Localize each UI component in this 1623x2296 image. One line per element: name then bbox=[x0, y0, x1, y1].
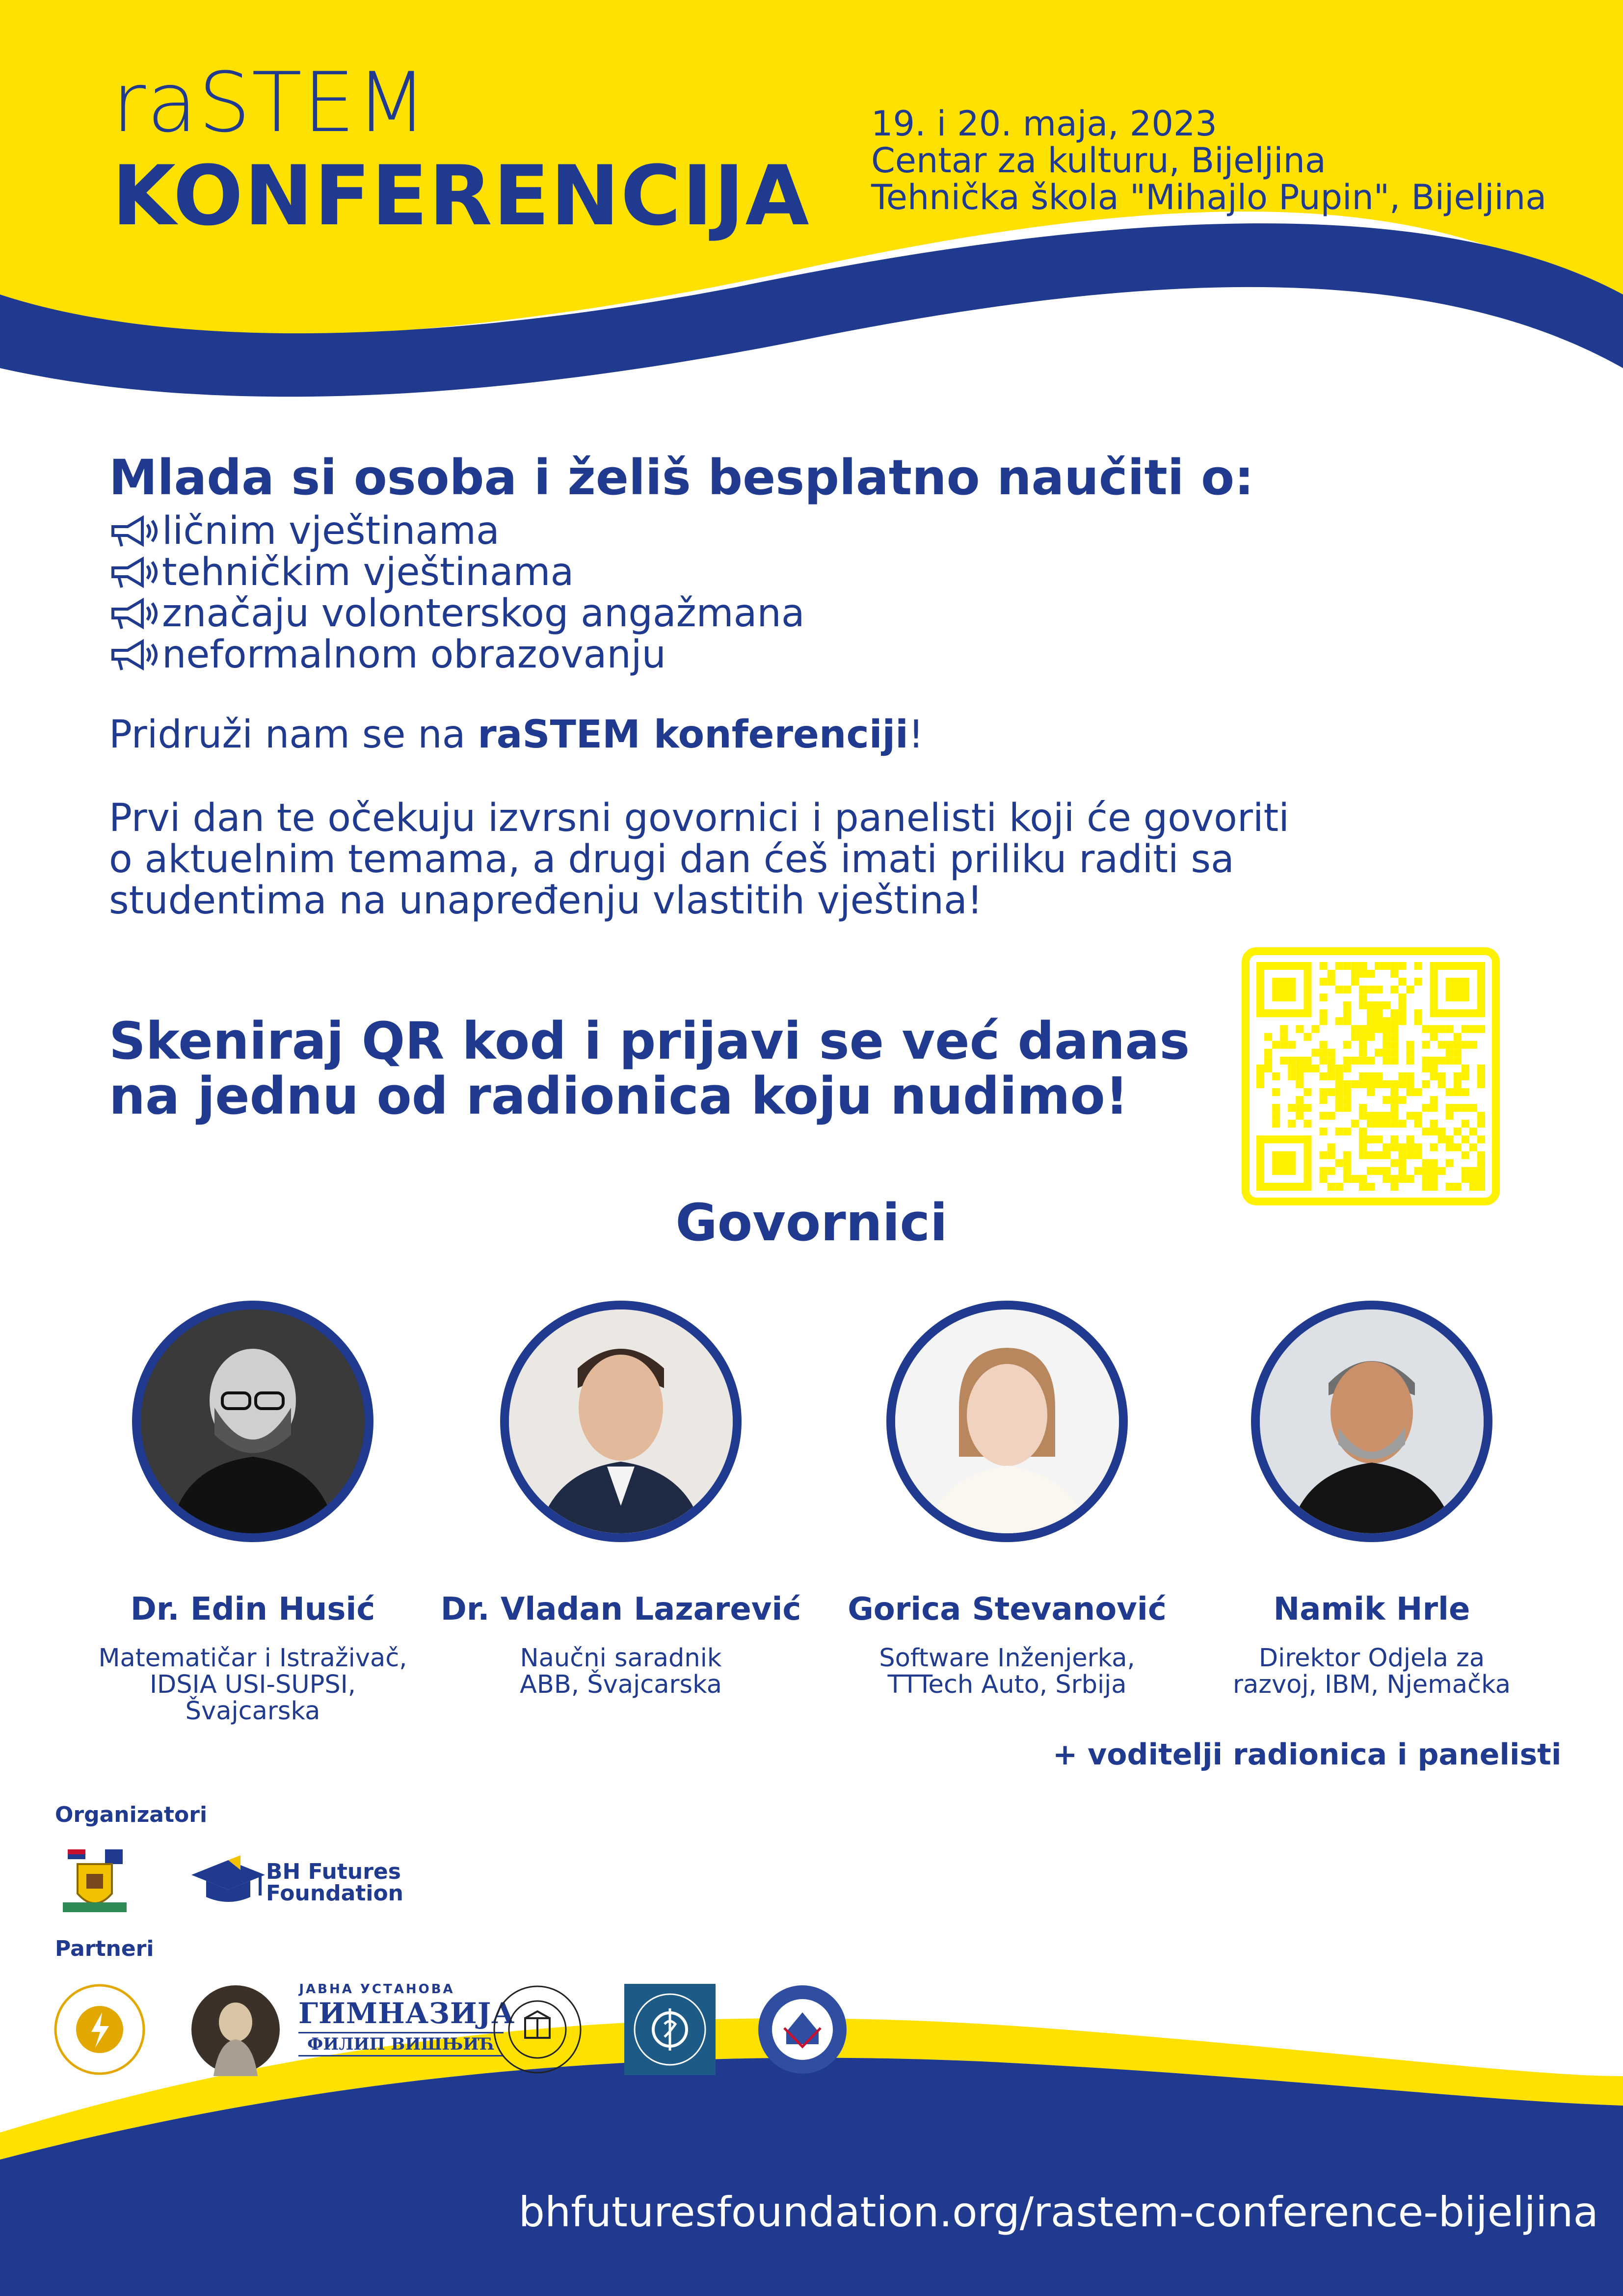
speaker-photo bbox=[1251, 1301, 1492, 1542]
graduation-cap-icon bbox=[186, 1850, 270, 1909]
join-suffix: ! bbox=[908, 713, 924, 757]
conference-title-light: raSTEM bbox=[112, 54, 428, 151]
speaker-photo bbox=[500, 1301, 742, 1542]
economics-faculty-logo bbox=[623, 1983, 717, 2076]
megaphone-icon bbox=[109, 594, 162, 633]
event-dates: 19. i 20. maja, 2023 bbox=[871, 104, 1217, 144]
cta-line: na jednu od radionica koju nudimo! bbox=[109, 1066, 1129, 1126]
person-silhouette-icon bbox=[141, 1309, 365, 1533]
topic-label: tehničkim vještinama bbox=[162, 550, 574, 594]
organizers-label: Organizatori bbox=[55, 1802, 208, 1827]
school-seal-icon bbox=[756, 1983, 849, 2076]
speaker-role bbox=[439, 1645, 802, 1698]
lightning-seal-icon bbox=[53, 1983, 146, 2076]
topic-item bbox=[109, 510, 805, 552]
role-line: Naučni saradnik bbox=[520, 1644, 722, 1673]
topic-item bbox=[109, 634, 805, 675]
person-silhouette-icon bbox=[1260, 1309, 1484, 1533]
speaker-role bbox=[1190, 1645, 1553, 1698]
gymnasium-top: ЈАВНА УСТАНОВА bbox=[299, 1982, 455, 1997]
faculty-seal-icon bbox=[491, 1983, 584, 2076]
city-coat-of-arms-logo bbox=[58, 1844, 132, 1918]
paragraph-line: studentima na unapređenju vlastitih vještina! bbox=[109, 879, 983, 923]
conference-title-bold: KONFERENCIJA bbox=[112, 148, 810, 244]
speaker-name: Namik Hrle bbox=[1273, 1591, 1470, 1628]
megaphone-icon bbox=[109, 512, 162, 550]
join-prefix: Pridruži nam se na bbox=[109, 713, 478, 757]
program-paragraph bbox=[109, 798, 1289, 921]
speaker-card bbox=[1190, 1301, 1553, 1698]
event-venue-2: Tehnička škola "Mihajlo Pupin", Bijeljina bbox=[871, 177, 1547, 217]
megaphone-icon bbox=[109, 553, 162, 591]
gymnasium-sub: ФИЛИП ВИШЊИЋ bbox=[298, 2032, 504, 2056]
intro-lead: Mlada si osoba i želiš besplatno naučiti o: bbox=[109, 450, 1254, 506]
partners-label: Partneri bbox=[55, 1936, 154, 1961]
person-silhouette-icon bbox=[509, 1309, 733, 1533]
speaker-photo bbox=[886, 1301, 1128, 1542]
speaker-role bbox=[71, 1645, 434, 1725]
topic-label: ličnim vještinama bbox=[162, 509, 500, 553]
role-line: ABB, Švajcarska bbox=[520, 1670, 722, 1699]
speaker-name: Dr. Edin Husić bbox=[130, 1591, 375, 1628]
megaphone-icon bbox=[109, 636, 162, 674]
role-line: IDSIA USI-SUPSI, bbox=[149, 1670, 356, 1699]
technical-school-logo bbox=[53, 1983, 146, 2076]
portrait-icon bbox=[189, 1983, 282, 2076]
bh-futures-foundation-logo bbox=[186, 1850, 404, 1914]
economics-seal-icon bbox=[623, 1983, 717, 2076]
cta-heading bbox=[109, 1011, 1190, 1126]
speaker-card bbox=[71, 1301, 434, 1725]
gymnasium-main: ГИМНАЗИЈА bbox=[298, 1997, 515, 2030]
paragraph-line: o aktuelnim temama, a drugi dan ćeš imati priliku raditi sa bbox=[109, 837, 1234, 881]
paragraph-line: Prvi dan te očekuju izvrsni govornici i panelisti koji će govoriti bbox=[109, 796, 1289, 840]
speaker-name: Gorica Stevanović bbox=[848, 1591, 1167, 1628]
medical-school-logo bbox=[756, 1983, 849, 2076]
speaker-role bbox=[825, 1645, 1189, 1698]
topics-list bbox=[109, 510, 805, 675]
event-venue-1: Centar za kulturu, Bijeljina bbox=[871, 140, 1326, 181]
speaker-photo bbox=[132, 1301, 373, 1542]
person-silhouette-icon bbox=[895, 1309, 1119, 1533]
speaker-card bbox=[825, 1301, 1189, 1698]
join-bold: raSTEM konferenciji bbox=[478, 713, 908, 757]
join-line bbox=[109, 714, 924, 755]
role-line: Švajcarska bbox=[185, 1697, 320, 1726]
topic-label: neformalnom obrazovanju bbox=[162, 633, 666, 677]
bhf-line: Foundation bbox=[266, 1881, 404, 1906]
pedagogical-faculty-logo bbox=[491, 1983, 584, 2076]
role-line: TTTech Auto, Srbija bbox=[887, 1670, 1127, 1699]
speaker-name: Dr. Vladan Lazarević bbox=[440, 1591, 801, 1628]
role-line: Matematičar i Istraživač, bbox=[98, 1644, 407, 1673]
qr-code-icon[interactable] bbox=[1256, 962, 1485, 1191]
event-info bbox=[871, 106, 1546, 216]
partner-portrait-logo bbox=[189, 1983, 282, 2076]
speaker-card bbox=[439, 1301, 802, 1698]
topic-item bbox=[109, 593, 805, 634]
speakers-title: Govornici bbox=[675, 1193, 948, 1253]
gymnasium-filip-visnjic-logo bbox=[298, 1982, 515, 2075]
bhf-line: BH Futures bbox=[266, 1859, 401, 1884]
topic-item bbox=[109, 552, 805, 593]
bhf-wordmark bbox=[266, 1861, 403, 1904]
cta-line: Skeniraj QR kod i prijavi se već danas bbox=[109, 1011, 1190, 1071]
topic-label: značaju volonterskog angažmana bbox=[162, 591, 805, 636]
role-line: Software Inženjerka, bbox=[879, 1644, 1135, 1673]
role-line: Direktor Odjela za bbox=[1258, 1644, 1485, 1673]
qr-code-frame[interactable] bbox=[1242, 947, 1500, 1205]
more-speakers-note: + voditelji radionica i panelisti bbox=[1053, 1737, 1562, 1772]
footer-url-link[interactable]: bhfuturesfoundation.org/rastem-conference-bijeljina bbox=[518, 2188, 1598, 2236]
role-line: razvoj, IBM, Njemačka bbox=[1233, 1670, 1511, 1699]
coat-of-arms-icon bbox=[58, 1844, 132, 1918]
